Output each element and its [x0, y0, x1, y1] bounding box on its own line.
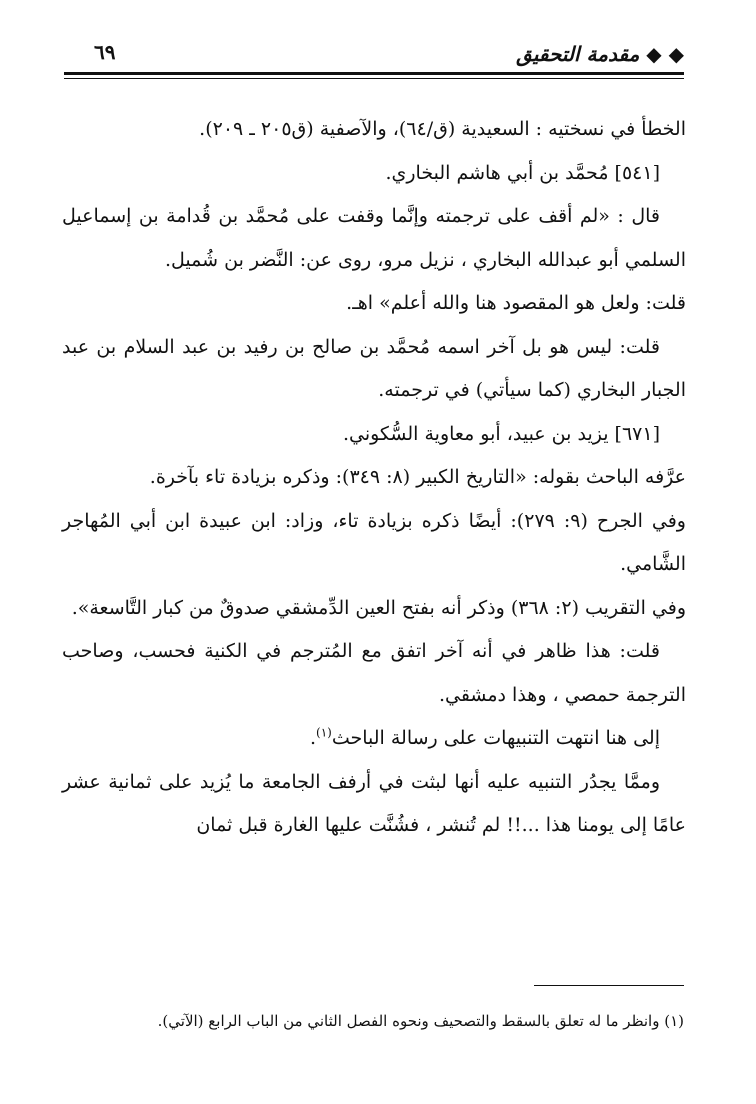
- running-header: [64, 34, 684, 76]
- paragraph: قلت: ليس هو بل آخر اسمه مُحمَّد بن صالح بن رفيد بن عبد السلام بن عبد الجبار البخاري (كما سيأتي) في ترجمته.: [62, 335, 686, 401]
- paragraph: [٦٧١] يزيد بن عبيد، أبو معاوية السُّكوني.: [342, 422, 660, 445]
- header-rule-thin: [64, 78, 684, 79]
- header-rule-thick: [64, 72, 684, 75]
- body-text: [62, 108, 686, 848]
- paragraph: عرَّفه الباحث بقوله: «التاريخ الكبير (٨: ٣٤٩): وذكره بزيادة تاء بآخرة.: [149, 466, 686, 488]
- section-title: ◆ ◆ مقدمة التحقيق: [516, 42, 684, 66]
- footnote-separator: [534, 985, 684, 986]
- paragraph: قلت: ولعل هو المقصود هنا والله أعلم» اهـ.: [346, 292, 686, 314]
- paragraph: [62, 717, 686, 761]
- paragraph-text: إلى هنا انتهت التنبيهات على رسالة الباحث: [331, 727, 660, 749]
- paragraph: قال : «لم أقف على ترجمته وإنَّما وقفت على مُحمَّد بن قُدامة بن إسماعيل السلمي أبو عبدالله البخاري ، نزيل مرو، روى عن: النَّضر بن شُميل.: [62, 205, 686, 271]
- paragraph: الخطأ في نسختيه : السعيدية (ق/٦٤)، والآصفية (ق٢٠٥ ـ ٢٠٩).: [199, 118, 686, 140]
- page-number: ٦٩: [94, 40, 116, 64]
- paragraph: [٥٤١] مُحمَّد بن أبي هاشم البخاري.: [385, 161, 660, 184]
- paragraph: وممَّا يجدُر التنبيه عليه أنها لبثت في أرفف الجامعة ما يُزيد على ثمانية عشر عامًا إلى يومنا هذا ...!! لم تُنشر ، فشُنَّت عليها الغارة قبل ثمان: [62, 770, 686, 836]
- paragraph: وفي الجرح (٩: ٢٧٩): أيضًا ذكره بزيادة تاء، وزاد: ابن عبيدة ابن أبي المُهاجر الشَّامي.: [62, 509, 686, 575]
- footnote: (١) وانظر ما له تعلق بالسقط والتصحيف ونحوه الفصل الثاني من الباب الرابع (الآتي).: [157, 1012, 684, 1030]
- paragraph: وفي التقريب (٢: ٣٦٨) وذكر أنه بفتح العين الدِّمشقي صدوقٌ من كبار التَّاسعة».: [71, 596, 686, 619]
- paragraph: قلت: هذا ظاهر في أنه آخر اتفق مع المُترجم في الكنية فحسب، وصاحب الترجمة حمصي ، وهذا دمشقي.: [62, 640, 686, 706]
- paragraph-end-dot: .: [309, 727, 317, 749]
- footnote-reference: (١): [316, 725, 332, 740]
